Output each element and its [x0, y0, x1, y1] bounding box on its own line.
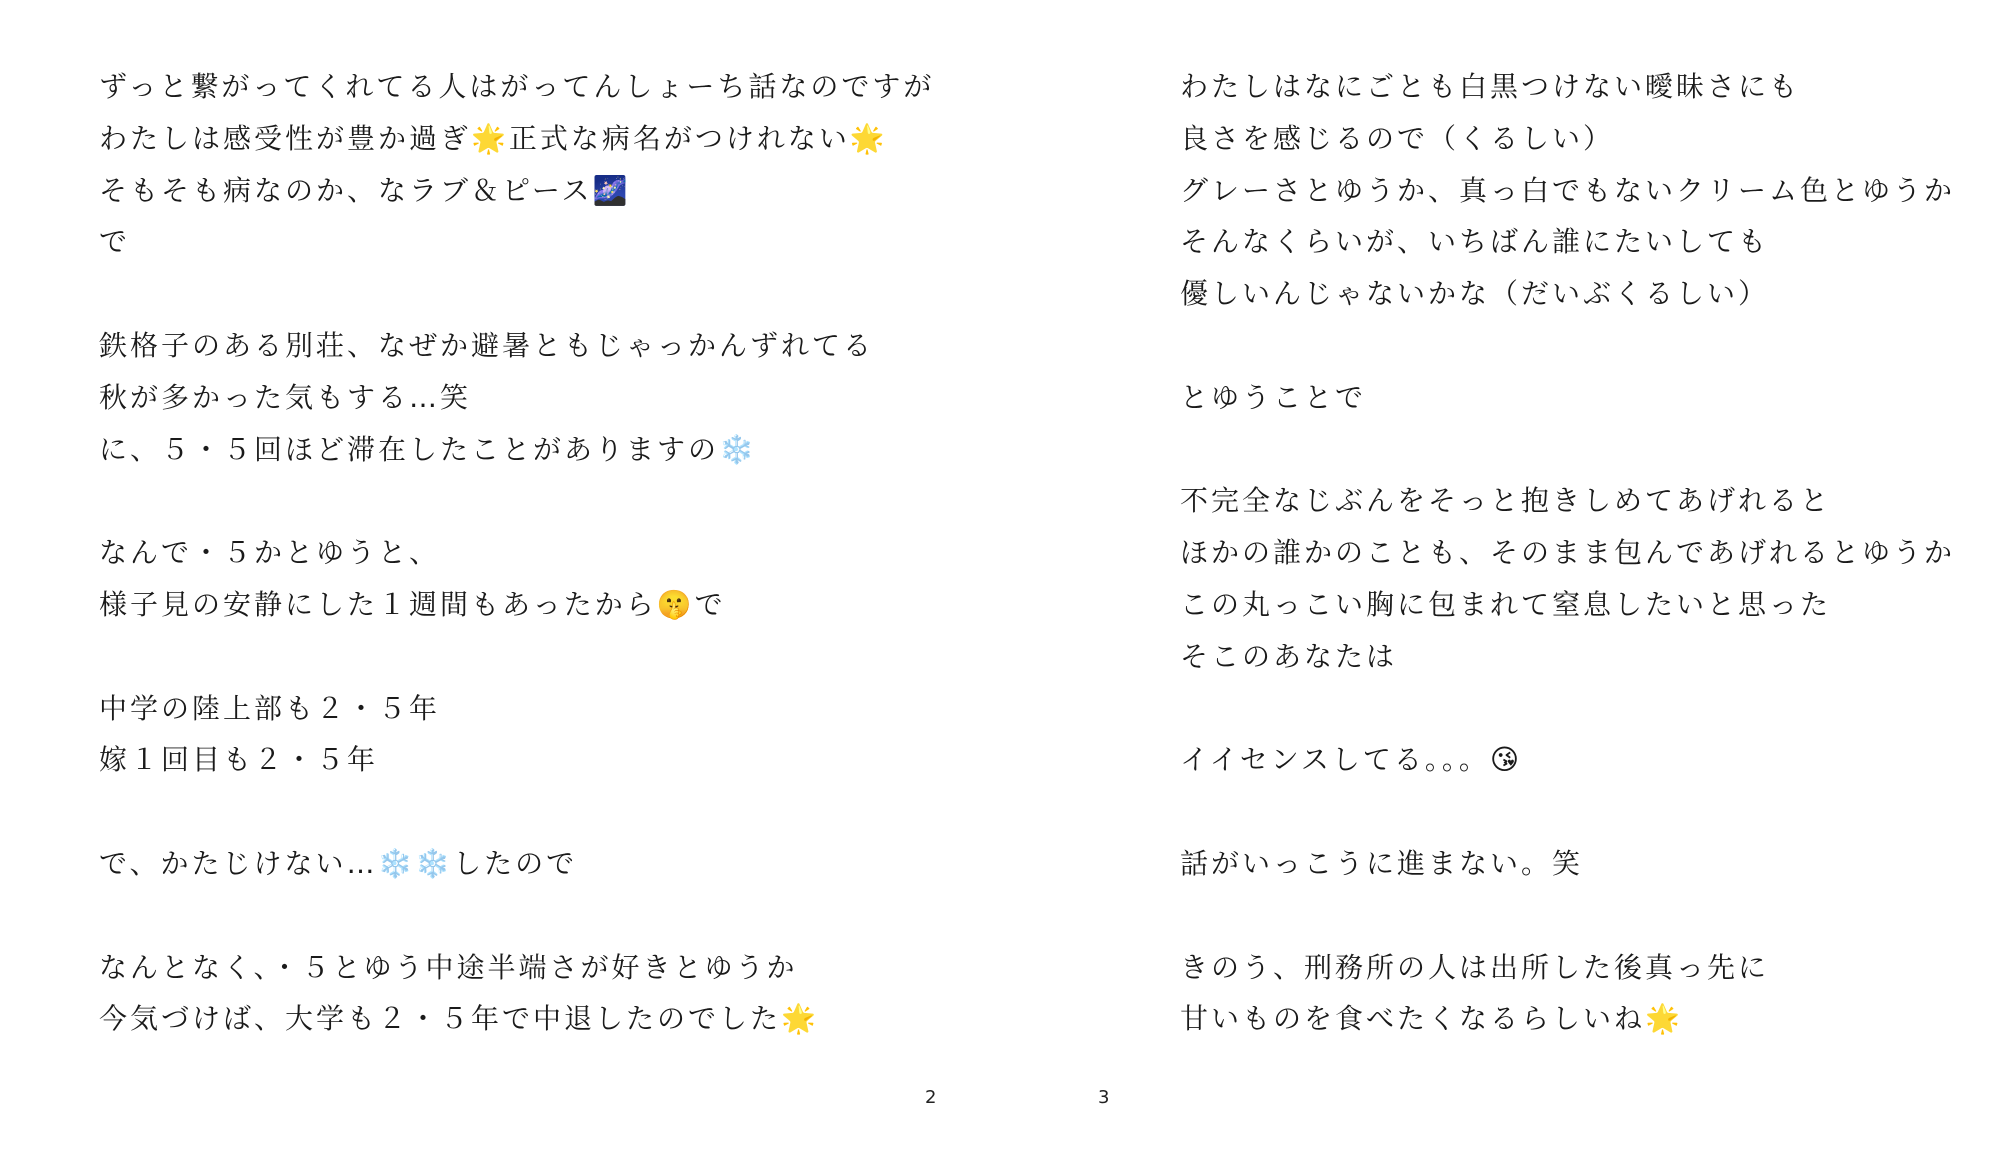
page-number-right: 3: [1098, 1087, 1110, 1108]
blank-line: [1180, 895, 2000, 947]
text-line: ほかの誰かのことも、そのまま包んであげれるとゆうか: [1180, 536, 1956, 570]
text-line: そんなくらいが、いちばん誰にたいしても: [1180, 225, 1770, 259]
text-line: ずっと繋がってくれてる人はがってんしょーち話なのですが: [99, 70, 935, 103]
text-line: グレーさとゆうか、真っ白でもないクリーム色とゆうか: [1180, 173, 1956, 207]
text-line: で、かたじけない…❄️❄️したので: [99, 846, 578, 880]
blank-line: [1180, 791, 2000, 843]
text-line: 今気づけば、大学も２・５年で中退したのでした🌟: [99, 1002, 819, 1036]
text-line: 様子見の安静にした１週間もあったから🤫で: [99, 587, 726, 621]
text-line: そこのあなたは: [1180, 639, 1398, 673]
blank-line: [1180, 325, 2000, 377]
page-left: [99, 66, 999, 1050]
blank-line: [99, 791, 999, 843]
text-line: 秋が多かった気もする…笑: [99, 380, 472, 414]
text-line: 話がいっこうに進まない。笑: [1180, 846, 1584, 880]
text-line: 甘いものを食べたくなるらしいね🌟: [1180, 1002, 1683, 1036]
blank-line: [99, 636, 999, 688]
text-line: イイセンスしてる。。。😘: [1180, 743, 1523, 777]
blank-line: [1180, 429, 2000, 481]
text-line: きのう、刑務所の人は出所した後真っ先に: [1180, 950, 1770, 984]
text-line: 不完全なじぶんをそっと抱きしめてあげれると: [1180, 484, 1832, 518]
text-line: 中学の陸上部も２・５年: [99, 691, 441, 725]
blank-line: [99, 480, 999, 532]
blank-line: [99, 895, 999, 947]
text-line: とゆうことで: [1180, 380, 1367, 414]
text-line: なんとなく、・５とゆう中途半端さが好きとゆうか: [99, 950, 798, 984]
page-right: [1180, 66, 2000, 1050]
blank-line: [1180, 688, 2000, 740]
text-line: に、５・５回ほど滞在したことがありますの❄️: [99, 432, 757, 466]
text-line: 良さを感じるので（くるしい）: [1180, 121, 1615, 155]
text-line: 優しいんじゃないかな（だいぶくるしい）: [1180, 277, 1770, 311]
text-line: そもそも病なのか、なラブ＆ピース🌌: [99, 173, 631, 207]
text-line: この丸っこい胸に包まれて窒息したいと思った: [1180, 587, 1832, 621]
text-line: で: [99, 225, 131, 259]
text-line: 鉄格子のある別荘、なぜか避暑ともじゃっかんずれてる: [99, 328, 875, 362]
page-number-left: 2: [925, 1087, 937, 1108]
text-line: わたしは感受性が豊か過ぎ🌟正式な病名がつけれない🌟: [99, 121, 888, 155]
text-line: わたしはなにごとも白黒つけない曖昧さにも: [1180, 70, 1801, 103]
text-line: 嫁１回目も２・５年: [99, 743, 379, 777]
text-line: なんで・５かとゆうと、: [99, 536, 441, 570]
blank-line: [99, 273, 999, 325]
